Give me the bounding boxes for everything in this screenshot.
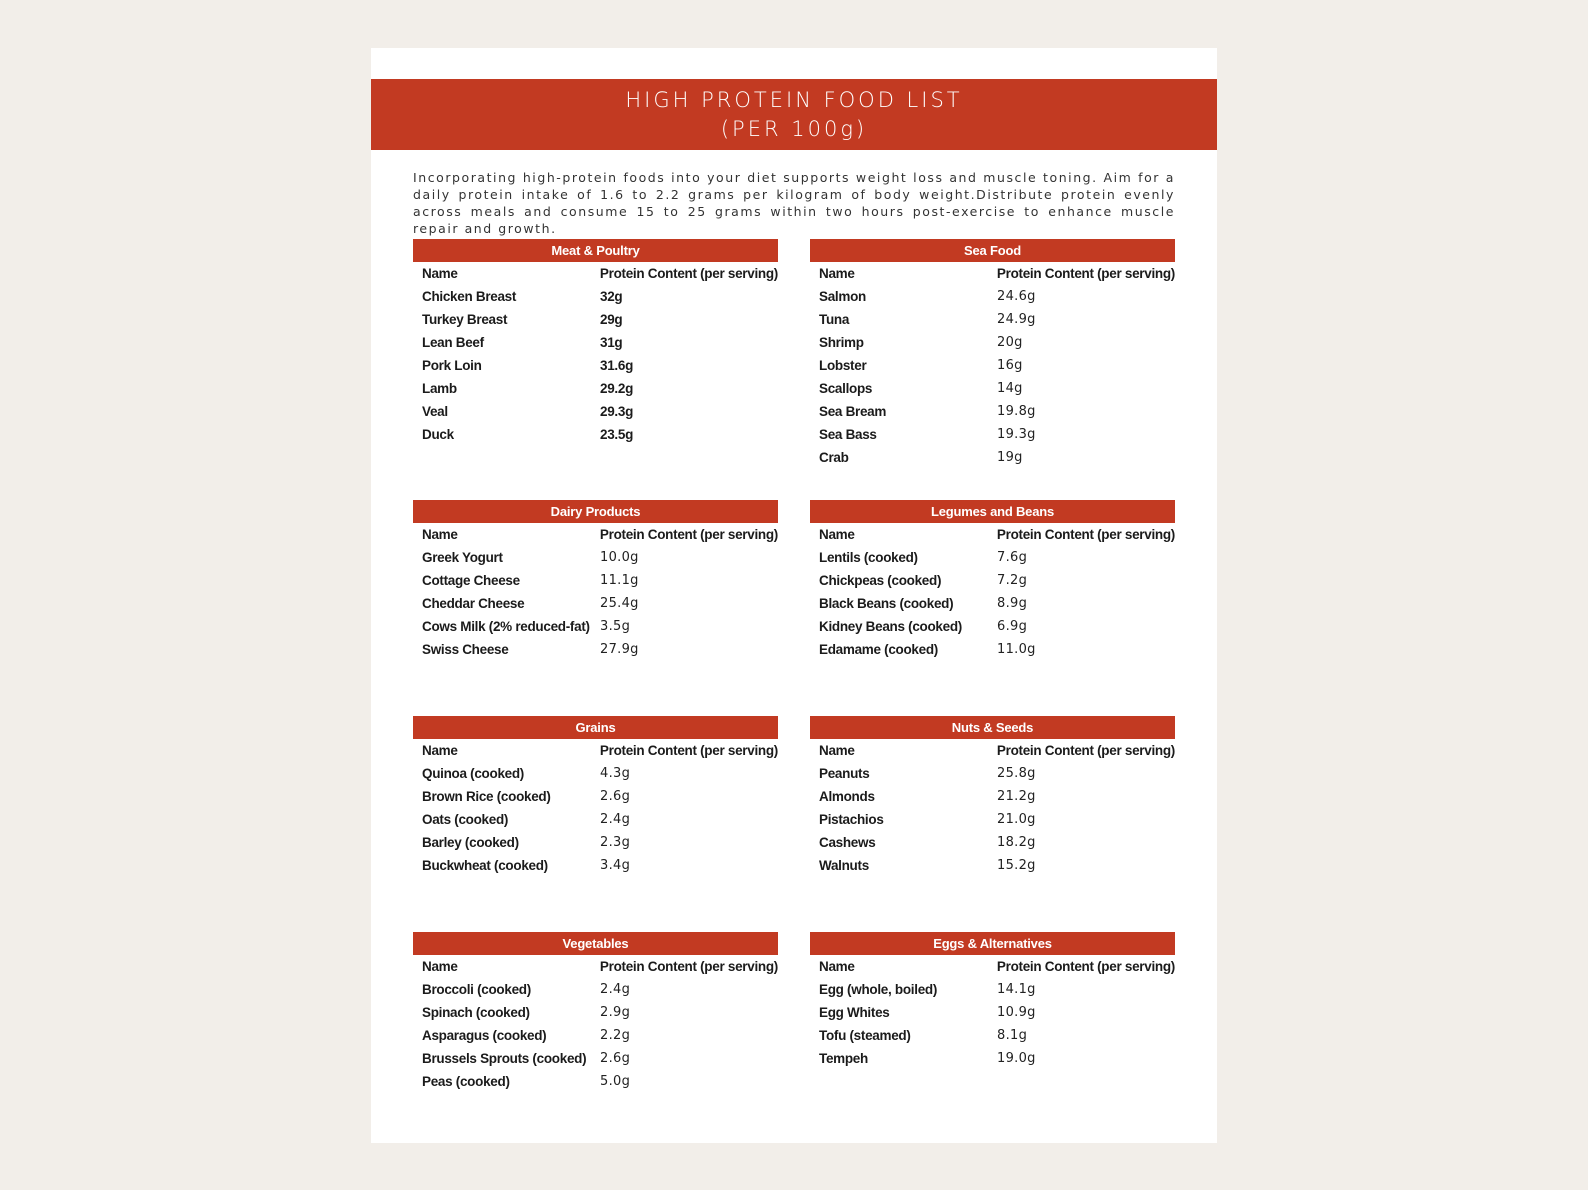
table-row	[413, 331, 778, 354]
food-name: Almonds	[819, 789, 875, 804]
protein-value: 2.3g	[600, 835, 631, 850]
protein-value: 21.0g	[997, 812, 1036, 827]
food-name: Cottage Cheese	[422, 573, 520, 588]
column-header-name: Name	[819, 527, 855, 542]
table-row	[810, 569, 1175, 592]
section-sea-food	[810, 239, 1175, 469]
table-row	[413, 354, 778, 377]
protein-value: 31g	[600, 335, 623, 350]
section-header: Sea Food	[810, 239, 1175, 262]
food-name: Chicken Breast	[422, 289, 517, 304]
food-name: Peas (cooked)	[422, 1074, 510, 1089]
table-row	[413, 285, 778, 308]
food-name: Edamame (cooked)	[819, 642, 938, 657]
protein-value: 3.5g	[600, 619, 631, 634]
food-name: Tempeh	[819, 1051, 868, 1066]
protein-value: 11.0g	[997, 642, 1036, 657]
table-row	[810, 446, 1175, 469]
column-header-name: Name	[422, 959, 458, 974]
table-row	[810, 423, 1175, 446]
column-header-protein: Protein Content (per serving)	[996, 959, 1175, 974]
food-name: Scallops	[819, 381, 873, 396]
food-name: Turkey Breast	[422, 312, 508, 327]
food-name: Veal	[422, 404, 448, 419]
protein-value: 25.4g	[600, 596, 639, 611]
protein-value: 24.9g	[997, 312, 1036, 327]
column-header-row	[413, 523, 778, 546]
table-row	[413, 569, 778, 592]
food-name: Walnuts	[819, 858, 869, 873]
food-name: Swiss Cheese	[422, 642, 509, 657]
column-header-protein: Protein Content (per serving)	[996, 527, 1175, 542]
protein-value: 2.4g	[600, 812, 631, 827]
protein-value: 7.6g	[997, 550, 1028, 565]
table-row	[413, 1001, 778, 1024]
food-name: Lamb	[422, 381, 457, 396]
column-header-name: Name	[422, 527, 458, 542]
food-name: Pistachios	[819, 812, 884, 827]
food-name: Peanuts	[819, 766, 870, 781]
protein-value: 19.8g	[997, 404, 1036, 419]
table-row	[810, 762, 1175, 785]
food-name: Kidney Beans (cooked)	[819, 619, 962, 634]
protein-value: 25.8g	[997, 766, 1036, 781]
document-page	[371, 48, 1217, 1143]
table-row	[413, 854, 778, 877]
table-row	[810, 592, 1175, 615]
protein-value: 14g	[997, 381, 1023, 396]
food-name: Shrimp	[819, 335, 864, 350]
table-row	[413, 377, 778, 400]
protein-value: 2.4g	[600, 982, 631, 997]
table-row	[810, 285, 1175, 308]
food-name: Black Beans (cooked)	[819, 596, 954, 611]
column-header-name: Name	[819, 266, 855, 281]
column-header-protein: Protein Content (per serving)	[996, 743, 1175, 758]
table-row	[413, 400, 778, 423]
food-name: Quinoa (cooked)	[422, 766, 525, 781]
table-row	[413, 615, 778, 638]
column-header-row	[810, 739, 1175, 762]
table-row	[413, 762, 778, 785]
column-header-name: Name	[819, 743, 855, 758]
column-header-name: Name	[422, 266, 458, 281]
table-row	[413, 808, 778, 831]
food-name: Chickpeas (cooked)	[819, 573, 942, 588]
table-row	[810, 1001, 1175, 1024]
table-row	[810, 831, 1175, 854]
table-row	[810, 638, 1175, 661]
table-row	[413, 423, 778, 446]
protein-value: 10.0g	[600, 550, 639, 565]
section-meat-poultry	[413, 239, 778, 446]
column-header-row	[810, 262, 1175, 285]
food-name: Asparagus (cooked)	[422, 1028, 547, 1043]
column-header-protein: Protein Content (per serving)	[996, 266, 1175, 281]
table-row	[413, 978, 778, 1001]
protein-value: 10.9g	[997, 1005, 1036, 1020]
column-header-row	[810, 955, 1175, 978]
section-dairy-products	[413, 500, 778, 661]
protein-value: 16g	[997, 358, 1023, 373]
column-header-row	[413, 739, 778, 762]
column-header-row	[413, 262, 778, 285]
food-name: Lentils (cooked)	[819, 550, 918, 565]
column-header-protein: Protein Content (per serving)	[599, 527, 778, 542]
table-row	[810, 400, 1175, 423]
table-row	[413, 546, 778, 569]
protein-value: 20g	[997, 335, 1023, 350]
protein-value: 31.6g	[600, 358, 634, 373]
food-name: Lean Beef	[422, 335, 484, 350]
title-banner	[371, 79, 1217, 150]
table-row	[413, 831, 778, 854]
protein-value: 24.6g	[997, 289, 1036, 304]
table-row	[413, 308, 778, 331]
food-name: Broccoli (cooked)	[422, 982, 531, 997]
protein-value: 2.2g	[600, 1028, 631, 1043]
table-row	[413, 785, 778, 808]
section-nuts-seeds	[810, 716, 1175, 877]
food-name: Brussels Sprouts (cooked)	[422, 1051, 587, 1066]
table-row	[810, 354, 1175, 377]
protein-value: 5.0g	[600, 1074, 631, 1089]
food-name: Spinach (cooked)	[422, 1005, 530, 1020]
food-name: Salmon	[819, 289, 866, 304]
food-name: Buckwheat (cooked)	[422, 858, 548, 873]
column-header-name: Name	[422, 743, 458, 758]
food-name: Greek Yogurt	[422, 550, 503, 565]
protein-value: 27.9g	[600, 642, 639, 657]
column-header-row	[413, 955, 778, 978]
table-row	[810, 377, 1175, 400]
food-name: Cheddar Cheese	[422, 596, 525, 611]
protein-value: 19.3g	[997, 427, 1036, 442]
section-legumes-beans	[810, 500, 1175, 661]
table-row	[810, 808, 1175, 831]
protein-value: 32g	[600, 289, 623, 304]
food-name: Duck	[422, 427, 454, 442]
table-row	[413, 1024, 778, 1047]
food-name: Cows Milk (2% reduced-fat)	[422, 619, 590, 634]
table-row	[810, 1024, 1175, 1047]
table-row	[413, 1047, 778, 1070]
protein-value: 15.2g	[997, 858, 1036, 873]
table-row	[810, 615, 1175, 638]
protein-value: 2.6g	[600, 1051, 631, 1066]
protein-value: 8.9g	[997, 596, 1028, 611]
section-header: Meat & Poultry	[413, 239, 778, 262]
title-line-1: HIGH PROTEIN FOOD LIST	[625, 88, 963, 112]
food-name: Tuna	[819, 312, 850, 327]
protein-value: 14.1g	[997, 982, 1036, 997]
protein-value: 8.1g	[997, 1028, 1028, 1043]
section-header: Legumes and Beans	[810, 500, 1175, 523]
section-header: Nuts & Seeds	[810, 716, 1175, 739]
table-row	[810, 785, 1175, 808]
protein-value: 3.4g	[600, 858, 631, 873]
food-name: Egg Whites	[819, 1005, 890, 1020]
column-header-protein: Protein Content (per serving)	[599, 743, 778, 758]
protein-value: 29.3g	[600, 404, 634, 419]
protein-value: 18.2g	[997, 835, 1036, 850]
protein-value: 2.6g	[600, 789, 631, 804]
column-header-name: Name	[819, 959, 855, 974]
table-row	[810, 546, 1175, 569]
table-row	[810, 854, 1175, 877]
food-name: Cashews	[819, 835, 876, 850]
protein-value: 29.2g	[600, 381, 634, 396]
table-row	[810, 978, 1175, 1001]
column-header-row	[810, 523, 1175, 546]
table-row	[413, 1070, 778, 1093]
protein-value: 2.9g	[600, 1005, 631, 1020]
protein-value: 4.3g	[600, 766, 631, 781]
section-header: Vegetables	[413, 932, 778, 955]
food-name: Sea Bass	[819, 427, 877, 442]
protein-value: 7.2g	[997, 573, 1028, 588]
section-eggs-alternatives	[810, 932, 1175, 1070]
table-row	[413, 638, 778, 661]
section-vegetables	[413, 932, 778, 1093]
section-grains	[413, 716, 778, 877]
column-header-protein: Protein Content (per serving)	[599, 959, 778, 974]
protein-value: 23.5g	[600, 427, 634, 442]
protein-value: 19g	[997, 450, 1023, 465]
food-name: Egg (whole, boiled)	[819, 982, 938, 997]
food-name: Lobster	[819, 358, 867, 373]
section-header: Dairy Products	[413, 500, 778, 523]
table-row	[413, 592, 778, 615]
food-name: Pork Loin	[422, 358, 482, 373]
protein-value: 21.2g	[997, 789, 1036, 804]
table-row	[810, 1047, 1175, 1070]
section-header: Grains	[413, 716, 778, 739]
food-name: Sea Bream	[819, 404, 887, 419]
protein-value: 11.1g	[600, 573, 639, 588]
food-name: Crab	[819, 450, 849, 465]
column-header-protein: Protein Content (per serving)	[599, 266, 778, 281]
protein-value: 29g	[600, 312, 623, 327]
food-name: Barley (cooked)	[422, 835, 519, 850]
section-header: Eggs & Alternatives	[810, 932, 1175, 955]
table-row	[810, 331, 1175, 354]
protein-value: 19.0g	[997, 1051, 1036, 1066]
food-name: Brown Rice (cooked)	[422, 789, 551, 804]
food-name: Oats (cooked)	[422, 812, 509, 827]
intro-paragraph: Incorporating high-protein foods into your diet supports weight loss and muscle toning. Aim for a daily protein intake of 1.6 to 2.2 grams per kilogram of body weight.Distribute protein evenly across meals and consume 15 to 25 grams within two hours post-exercise to enhance muscle repair and growth.	[413, 170, 1175, 236]
table-row	[810, 308, 1175, 331]
protein-value: 6.9g	[997, 619, 1028, 634]
food-name: Tofu (steamed)	[819, 1028, 911, 1043]
title-line-2: (PER 100g)	[720, 117, 868, 141]
